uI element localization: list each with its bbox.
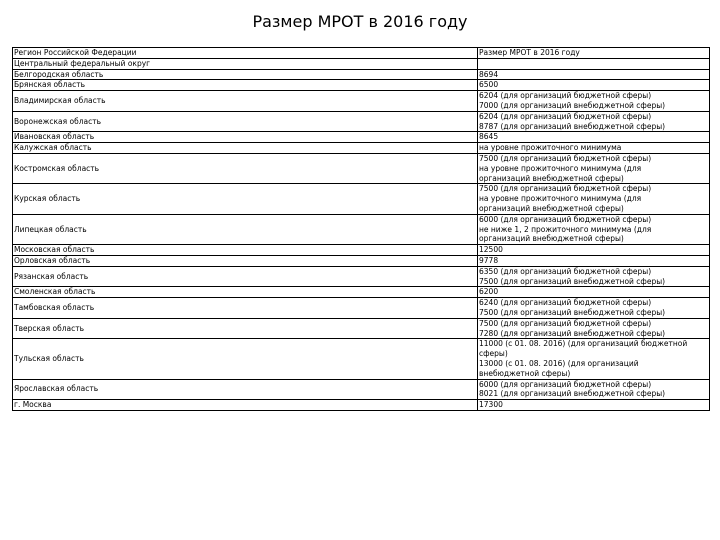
region-cell: Костромская область [13,153,478,183]
mrot-line: 11000 (с 01. 08. 2016) (для организаций бюджетной [479,339,688,349]
mrot-line: 7500 (для организаций бюджетной сферы) [479,153,652,163]
mrot-line: 9778 [479,255,499,265]
table-row [13,80,710,91]
region-cell: Липецкая область [13,214,478,244]
mrot-cell [478,400,710,411]
region-cell: Воронежская область [13,111,478,132]
mrot-line: 6000 (для организаций бюджетной сферы) [479,214,652,224]
mrot-line: 6500 [479,80,499,90]
table-row [13,400,710,411]
mrot-cell [478,379,710,400]
mrot-line: организаций внебюджетной сферы) [479,203,624,213]
region-cell: Смоленская область [13,287,478,298]
mrot-line: 7500 (для организаций внебюджетной сферы) [479,307,666,317]
mrot-line: 7500 (для организаций бюджетной сферы) [479,318,652,328]
region-cell: Тверская область [13,318,478,339]
table-row [13,266,710,287]
mrot-line: 13000 (с 01. 08. 2016) (для организаций [479,358,639,368]
header-mrot: Размер МРОТ в 2016 году [478,48,710,59]
mrot-line: 8021 (для организаций внебюджетной сферы) [479,389,666,399]
region-cell: Московская область [13,245,478,256]
mrot-line: 6240 (для организаций бюджетной сферы) [479,298,652,308]
region-cell: Ярославская область [13,379,478,400]
section-row [13,58,710,69]
mrot-line: сферы) [479,349,508,359]
mrot-cell [478,69,710,80]
mrot-cell [478,153,710,183]
mrot-line: 12500 [479,245,503,255]
mrot-line: 6204 (для организаций бюджетной сферы) [479,111,652,121]
mrot-cell [478,143,710,154]
table-row [13,184,710,214]
mrot-line: не ниже 1, 2 прожиточного минимума (для [479,224,652,234]
mrot-line: 6350 (для организаций бюджетной сферы) [479,266,652,276]
header-region: Регион Российской Федерации [13,48,478,59]
table-row [13,69,710,80]
table-row [13,318,710,339]
mrot-line: 7280 (для организаций внебюджетной сферы) [479,328,666,338]
region-cell: Рязанская область [13,266,478,287]
section-label: Центральный федеральный округ [13,58,478,69]
mrot-line: организаций внебюджетной сферы) [479,173,624,183]
mrot-cell [478,255,710,266]
region-cell: Владимирская область [13,91,478,112]
table-row [13,153,710,183]
table-row [13,214,710,244]
mrot-line: организаций внебюджетной сферы) [479,234,624,244]
table-row [13,255,710,266]
header-row [13,48,710,59]
table-row [13,339,710,379]
mrot-line: 7500 (для организаций внебюджетной сферы) [479,276,666,286]
mrot-line: 7500 (для организаций бюджетной сферы) [479,184,652,194]
mrot-line: 6000 (для организаций бюджетной сферы) [479,379,652,389]
mrot-line: внебюджетной сферы) [479,368,571,378]
region-cell: г. Москва [13,400,478,411]
mrot-cell [478,111,710,132]
mrot-cell [478,245,710,256]
mrot-line: 6200 [479,287,499,297]
mrot-line: 7000 (для организаций внебюджетной сферы) [479,100,666,110]
mrot-cell [478,287,710,298]
mrot-cell [478,339,710,379]
mrot-cell [478,184,710,214]
table-row [13,111,710,132]
table-row [13,287,710,298]
page-title: Размер МРОТ в 2016 году [252,12,468,31]
region-cell: Тамбовская область [13,298,478,319]
table-row [13,132,710,143]
table-row [13,245,710,256]
table-row [13,91,710,112]
region-cell: Ивановская область [13,132,478,143]
mrot-cell [478,266,710,287]
region-cell: Брянская область [13,80,478,91]
mrot-line: на уровне прожиточного минимума (для [479,163,642,173]
mrot-line: 8694 [479,69,499,79]
region-cell: Курская область [13,184,478,214]
mrot-cell [478,298,710,319]
mrot-cell [478,214,710,244]
region-cell: Белгородская область [13,69,478,80]
table-row [13,379,710,400]
mrot-line: 17300 [479,400,503,410]
region-cell: Орловская область [13,255,478,266]
mrot-cell [478,80,710,91]
mrot-line: 6204 (для организаций бюджетной сферы) [479,91,652,101]
table-row [13,143,710,154]
mrot-line: на уровне прожиточного минимума [479,143,622,153]
mrot-line: 8645 [479,132,499,142]
region-cell: Калужская область [13,143,478,154]
mrot-cell [478,91,710,112]
mrot-line: 8787 (для организаций внебюджетной сферы) [479,121,666,131]
mrot-table [12,47,710,411]
mrot-cell [478,318,710,339]
mrot-cell [478,132,710,143]
table-row [13,298,710,319]
mrot-line: на уровне прожиточного минимума (для [479,194,642,204]
region-cell: Тульская область [13,339,478,379]
section-empty [478,58,710,69]
